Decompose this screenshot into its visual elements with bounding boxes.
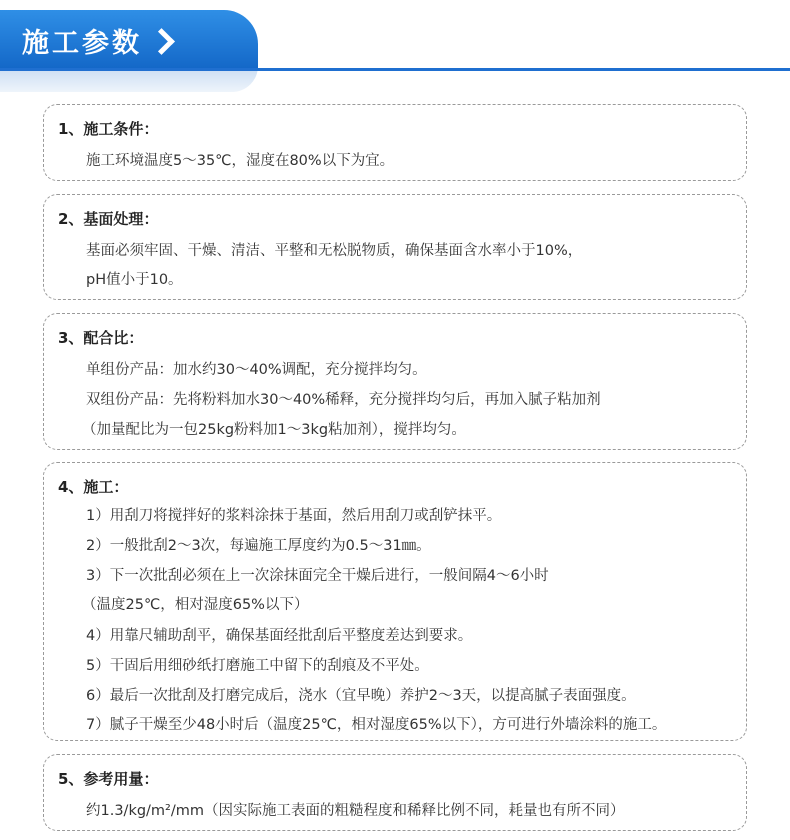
step-line: 2）一般批刮2～3次，每遍施工厚度约为0.5～31㎜。 (86, 538, 431, 554)
section-card-conditions (43, 104, 747, 181)
text-line: 施工环境温度5～35℃，湿度在80%以下为宜。 (86, 153, 395, 169)
text-line: 单组份产品：加水约30～40%调配，充分搅拌均匀。 (86, 362, 427, 378)
step-line: 3）下一次批刮必须在上一次涂抹面完全干燥后进行，一般间隔4～6小时 (86, 568, 549, 584)
section-card-construction (43, 462, 747, 741)
section-title: 3、配合比： (58, 329, 144, 347)
section-title: 2、基面处理： (58, 210, 159, 228)
page-title-text: 施工参数 (22, 27, 142, 59)
step-line: 6）最后一次批刮及打磨完成后，浇水（宜早晚）养护2～3天，以提高腻子表面强度。 (86, 688, 636, 704)
section-card-mix-ratio (43, 313, 747, 450)
section-card-reference-usage (43, 754, 747, 831)
header-divider-line (0, 68, 790, 71)
step-line: 7）腻子干燥至少48小时后（温度25℃，相对湿度65%以下），方可进行外墙涂料的施工。 (86, 717, 667, 733)
step-line: 4）用靠尺辅助刮平，确保基面经批刮后平整度差达到要求。 (86, 628, 473, 644)
text-line: 约1.3/kg/m²/mm（因实际施工表面的粗糙程度和稀释比例不同，耗量也有所不同） (86, 803, 625, 819)
section-title: 4、施工： (58, 478, 129, 496)
section-title: 5、参考用量： (58, 770, 159, 788)
section-title: 1、施工条件： (58, 120, 159, 138)
section-card-base-treatment (43, 194, 747, 300)
step-line: （温度25℃，相对湿度65%以下） (82, 597, 309, 613)
page-title (22, 18, 171, 62)
text-line: 基面必须牢固、干燥、清洁、平整和无松脱物质，确保基面含水率小于10%， (86, 243, 583, 259)
step-line: 5）干固后用细砂纸打磨施工中留下的刮痕及不平处。 (86, 658, 429, 674)
text-line: （加量配比为一包25kg粉料加1～3kg粘加剂），搅拌均匀。 (82, 422, 466, 438)
chevron-right-icon (148, 28, 175, 55)
text-line: 双组份产品：先将粉料加水30～40%稀释，充分搅拌均匀后，再加入腻子粘加剂 (86, 392, 601, 408)
step-line: 1）用刮刀将搅拌好的浆料涂抹于基面，然后用刮刀或刮铲抹平。 (86, 508, 502, 524)
text-line: pH值小于10。 (86, 272, 183, 288)
section-header (0, 0, 790, 100)
